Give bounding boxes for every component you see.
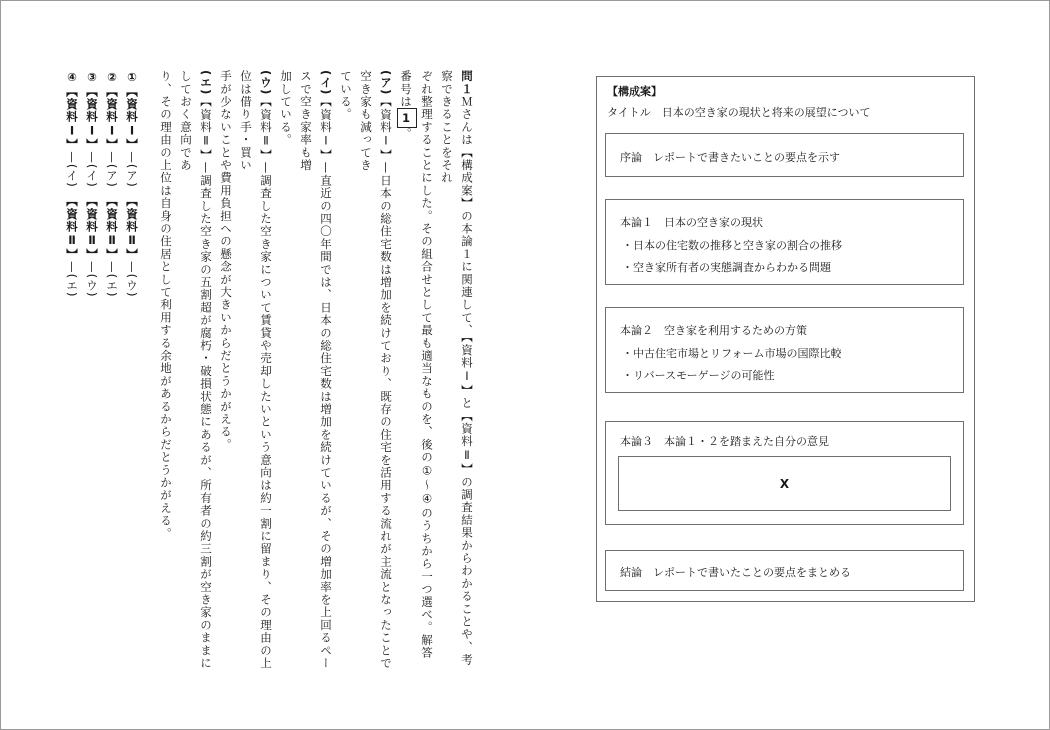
section-conclusion-label: 結論 レポートで書いたことの要点をまとめる [620, 566, 851, 579]
section-body-1-item-1: ・日本の住宅数の推移と空き家の割合の推移 [622, 239, 842, 252]
statement-d: (エ)【資料Ⅱ】—調査した空き家の五割超が腐朽・破損状態にあるが、所有者の約三割が空き家のままにしておく意向であ [179, 70, 213, 670]
placeholder-x-box: X [618, 456, 951, 511]
statement-b: (イ)【資料Ⅰ】—直近の四〇年間では、日本の総住宅数は増加を続けているが、その増加率を上回るペースで空き家率も増 [299, 70, 333, 670]
statement-a-cont: ている。 [339, 70, 353, 121]
answer-number-box[interactable]: 1 [397, 108, 417, 128]
section-body-1 [605, 199, 964, 285]
outline-box [596, 76, 975, 602]
section-body-1-label: 本論１ 日本の空き家の現状 [620, 216, 763, 229]
section-body-2-label: 本論２ 空き家を利用するための方策 [620, 324, 807, 337]
question-intro-line-1: 問１Ｍさんは【構成案】の本論１に関連して、【資料Ⅰ】と【資料Ⅱ】の調査結果からわかることや、考察できることをそれ [440, 70, 474, 667]
question-number: 問１ [460, 70, 474, 96]
statement-c: (ウ)【資料Ⅱ】—調査した空き家について賃貸や売却したいという意向は約一割に留まり、その理由の上位は借り手・買い [239, 70, 273, 670]
section-body-3 [605, 421, 964, 525]
choice-1[interactable]: ①【資料Ⅰ】—(ア) 【資料Ⅱ】—(ウ) [125, 70, 139, 298]
section-body-2 [605, 307, 964, 393]
section-body-2-item-1: ・中古住宅市場とリフォーム市場の国際比較 [622, 347, 842, 360]
question-block [65, 70, 477, 670]
choice-4[interactable]: ④【資料Ⅰ】—(イ) 【資料Ⅱ】—(エ) [65, 70, 79, 298]
outline-title: タイトル 日本の空き家の現状と将来の展望について [607, 106, 871, 119]
statement-b-cont: 加している。 [279, 70, 293, 147]
statement-a: (ア)【資料Ⅰ】—日本の総住宅数は増加を続けており、既存の住宅を活用する流れが主流となったことで空き家も減ってき [359, 70, 393, 670]
section-body-2-item-2: ・リバースモーゲージの可能性 [622, 369, 775, 382]
section-conclusion [605, 550, 964, 591]
statement-d-cont: り、その理由の上位は自身の住居として利用する余地があるからだとうかがえる。 [159, 70, 173, 540]
section-body-3-label: 本論３ 本論１・２を踏まえた自分の意見 [620, 435, 829, 448]
section-body-1-item-2: ・空き家所有者の実態調査からわかる問題 [622, 261, 831, 274]
statement-c-cont: 手が少ないことや費用負担への懸念が大きいからだとうかがえる。 [219, 70, 233, 451]
section-intro-label: 序論 レポートで書きたいことの要点を示す [620, 151, 840, 164]
choice-3[interactable]: ③【資料Ⅰ】—(イ) 【資料Ⅱ】—(ウ) [85, 70, 99, 298]
section-intro [605, 133, 964, 177]
choice-2[interactable]: ②【資料Ⅰ】—(ア) 【資料Ⅱ】—(エ) [105, 70, 119, 298]
outline-heading: 【構成案】 [607, 85, 662, 98]
question-intro-line-2: ぞれ整理することにした。その組合せとして最も適当なものを、後の①〜④のうちから一つ選べ。解答番号は1。 [399, 70, 434, 660]
